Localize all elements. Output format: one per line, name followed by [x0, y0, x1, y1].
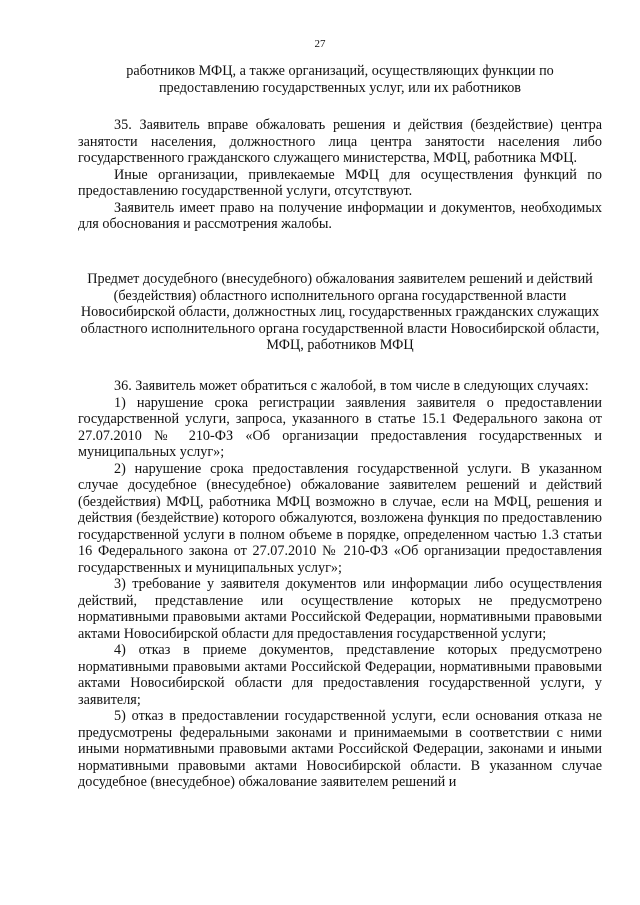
page-number: 27 — [314, 38, 326, 50]
section-heading-top: работников МФЦ, а также организаций, осуществляющих функции по предоставлению государственных услуг, или их работников — [126, 63, 554, 96]
list-item-1: 1) нарушение срока регистрации заявления заявителя о предоставлении государственной услуги, запроса, указанного в статье 15.1 Федерального закона от 27.07.2010 № 210-ФЗ «Об организации предоставления государственных и муниципальных услуг»; — [78, 394, 602, 460]
section-heading-appeal-subject: Предмет досудебного (внесудебного) обжалования заявителем решений и действий (бездействия) областного исполнительного органа государственной власти Новосибирской области, должностных лиц, государственных гражданских служащих областного исполнительного органа государственной власти Новосибирской области, МФЦ, работников МФЦ — [80, 271, 600, 353]
list-item-3: 3) требование у заявителя документов или информации либо осуществления действий, представление или осуществление которых не предусмотрено нормативными правовыми актами Российской Федерации, нормативными правовыми актами Новосибирской области для предоставления государственной услуги; — [78, 576, 602, 642]
paragraph-35-3: Заявитель имеет право на получение информации и документов, необходимых для обоснования и рассмотрения жалобы. — [78, 199, 602, 232]
paragraph-35-1: 35. Заявитель вправе обжаловать решения и действия (бездействие) центра занятости населения, должностного лица центра занятости населения либо государственного гражданского служащего министерства, МФЦ, работника МФЦ. — [78, 117, 602, 166]
list-item-4: 4) отказ в приеме документов, представление которых предусмотрено нормативными правовыми актами Российской Федерации, нормативными правовыми актами Новосибирской области для предоставления государственной услуги, у заявителя; — [78, 642, 602, 708]
section-36 — [78, 378, 602, 791]
list-item-2: 2) нарушение срока предоставления государственной услуги. В указанном случае досудебное (внесудебное) обжалование заявителем решений и действий (бездействия) МФЦ, работника МФЦ возможно в случае, если на МФЦ, решения и действия (бездействие) которого обжалуются, возложена функция по предоставлению государственной услуги в полном объеме в порядке, определенном частью 1.3 статьи 16 Федерального закона от 27.07.2010 № 210-ФЗ «Об организации предоставления государственных и муниципальных услуг»; — [78, 460, 602, 576]
list-item-5: 5) отказ в предоставлении государственной услуги, если основания отказа не предусмотрены федеральными законами и принимаемыми в соответствии с ними иными нормативными правовыми актами Российской Федерации, законами и иными нормативными правовыми актами Новосибирской области. В указанном случае досудебное (внесудебное) обжалование заявителем решений и — [78, 708, 602, 790]
paragraph-35-2: Иные организации, привлекаемые МФЦ для осуществления функций по предоставлению государственной услуги, отсутствуют. — [78, 166, 602, 199]
paragraph-36-intro: 36. Заявитель может обратиться с жалобой, в том числе в следующих случаях: — [114, 378, 589, 394]
section-35 — [78, 117, 602, 233]
